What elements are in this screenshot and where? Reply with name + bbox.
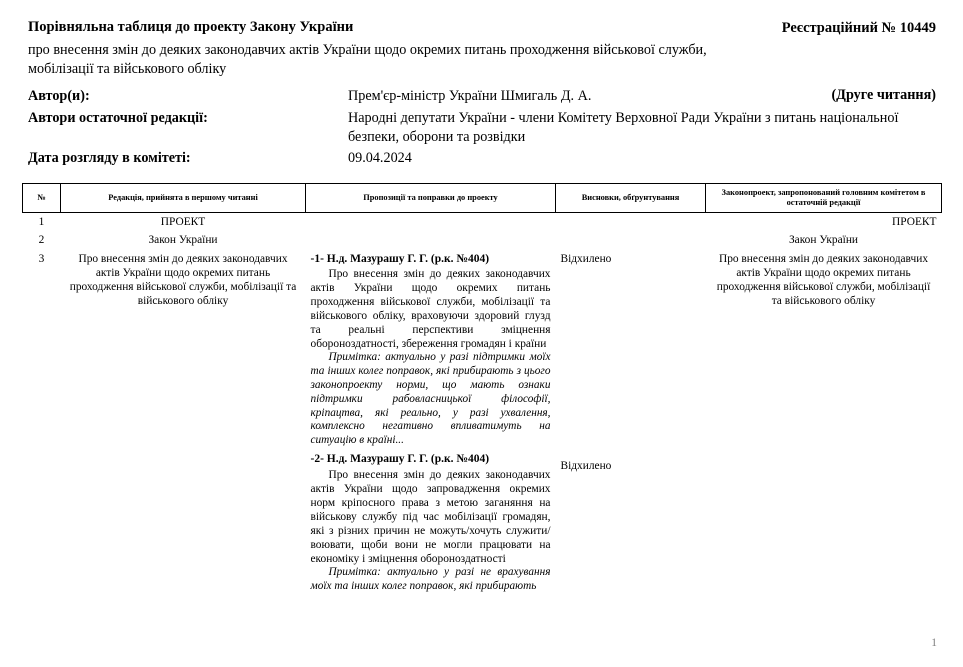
column-header-final-version: Законопроект, запропонований головним комітетом в остаточній редакції <box>706 184 942 213</box>
comparison-table-container <box>22 183 941 595</box>
cell-conclusion <box>556 213 706 232</box>
cell-proposals <box>306 250 556 596</box>
authors-value: Прем'єр-міністр України Шмигаль Д. А. <box>348 88 592 105</box>
final-authors-label: Автори остаточної редакції: <box>28 109 208 126</box>
meta-row-final-authors <box>28 109 936 147</box>
meta-row-date <box>28 149 936 168</box>
final-authors-value: Народні депутати України - члени Комітету Верховної Ради України з питань національної безпеки, оборони та розвідки <box>348 109 899 145</box>
table-row <box>23 231 942 249</box>
reading-stage-badge: (Друге читання) <box>831 87 936 104</box>
meta-row-authors <box>28 87 936 106</box>
header-title-row <box>28 18 936 38</box>
review-date-value: 09.04.2024 <box>348 149 412 166</box>
table-body <box>23 213 942 596</box>
table-header <box>23 184 942 213</box>
cell-proposals <box>306 213 556 232</box>
row-number: 2 <box>38 234 45 247</box>
cell-final-version: Про внесення змін до деяких законодавчих актів України щодо окремих питань проходження військової служби, мобілізації та військового обліку <box>716 252 931 308</box>
document-header <box>28 18 936 168</box>
column-header-conclusions: Висновки, обґрунтування <box>556 184 706 213</box>
amendment-heading: -2- Н.д. Мазурашу Г. Г. (р.к. №404) <box>310 453 490 466</box>
amendment-note: Примітка: актуально у разі підтримки моїх та інших колег поправок, які прибирають з цього законопроекту норми, що мають ознаки підтримки рабовласницької філософії, кріпацтва, які реально, у разі ухвалення, комплексно негативно впливатимуть на ситуацію в країні... <box>310 350 551 447</box>
cell-final-version: ПРОЕКТ <box>892 216 937 228</box>
conclusion-text: Відхилено <box>560 459 612 472</box>
review-date-label: Дата розгляду в комітеті: <box>28 149 191 166</box>
table-row <box>23 213 942 232</box>
conclusion-spacer <box>561 266 701 459</box>
column-header-proposals: Пропозиції та поправки до проекту <box>306 184 556 213</box>
cell-final-version: Закон України <box>788 234 859 247</box>
cell-conclusion <box>556 231 706 249</box>
document-subtitle: про внесення змін до деяких законодавчих актів України щодо окремих питань проходження військової служби, мобілізації та військового обліку <box>28 42 707 78</box>
cell-conclusion <box>556 250 706 596</box>
cell-first-reading: Закон України <box>148 234 218 247</box>
column-header-number: № <box>23 184 61 213</box>
document-metadata <box>28 87 936 168</box>
amendment-body: Про внесення змін до деяких законодавчих актів України щодо окремих питань проходження військової служби, мобілізації та військового обліку, враховуючи здоровий глузд та реальні перспективи зміцнення обороноздатності, збереження громадян і країни <box>310 267 551 350</box>
table-row <box>23 250 942 596</box>
page-number: 1 <box>931 637 937 649</box>
page-title: Порівняльна таблиця до проекту Закону України <box>28 19 354 35</box>
row-number: 1 <box>38 216 45 228</box>
amendment-body: Про внесення змін до деяких законодавчих актів України щодо запровадження окремих норм кріпосного права з метою заганяння на військову службу під час мобілізації громадян, які з різних причин не можуть/хочуть служити/воювати, щоби вони не могли працювати на економіку і зміцнення обороноздатності <box>310 468 551 565</box>
row-number: 3 <box>38 252 45 265</box>
column-header-first-reading: Редакція, прийнята в першому читанні <box>61 184 306 213</box>
table-header-row <box>23 184 942 213</box>
comparison-table <box>22 183 942 595</box>
registration-number: Реєстраційний № 10449 <box>781 20 936 36</box>
cell-first-reading: Про внесення змін до деяких законодавчих актів України щодо окремих питань проходження військової служби, мобілізації та військового обліку <box>69 252 297 308</box>
authors-label: Автор(и): <box>28 88 90 105</box>
cell-first-reading: ПРОЕКТ <box>160 216 206 228</box>
amendment-heading: -1- Н.д. Мазурашу Г. Г. (р.к. №404) <box>310 252 490 265</box>
cell-proposals <box>306 231 556 249</box>
amendment-note: Примітка: актуально у разі не врахування моїх та інших колег поправок, які прибирають <box>310 565 551 592</box>
conclusion-text: Відхилено <box>560 252 612 265</box>
